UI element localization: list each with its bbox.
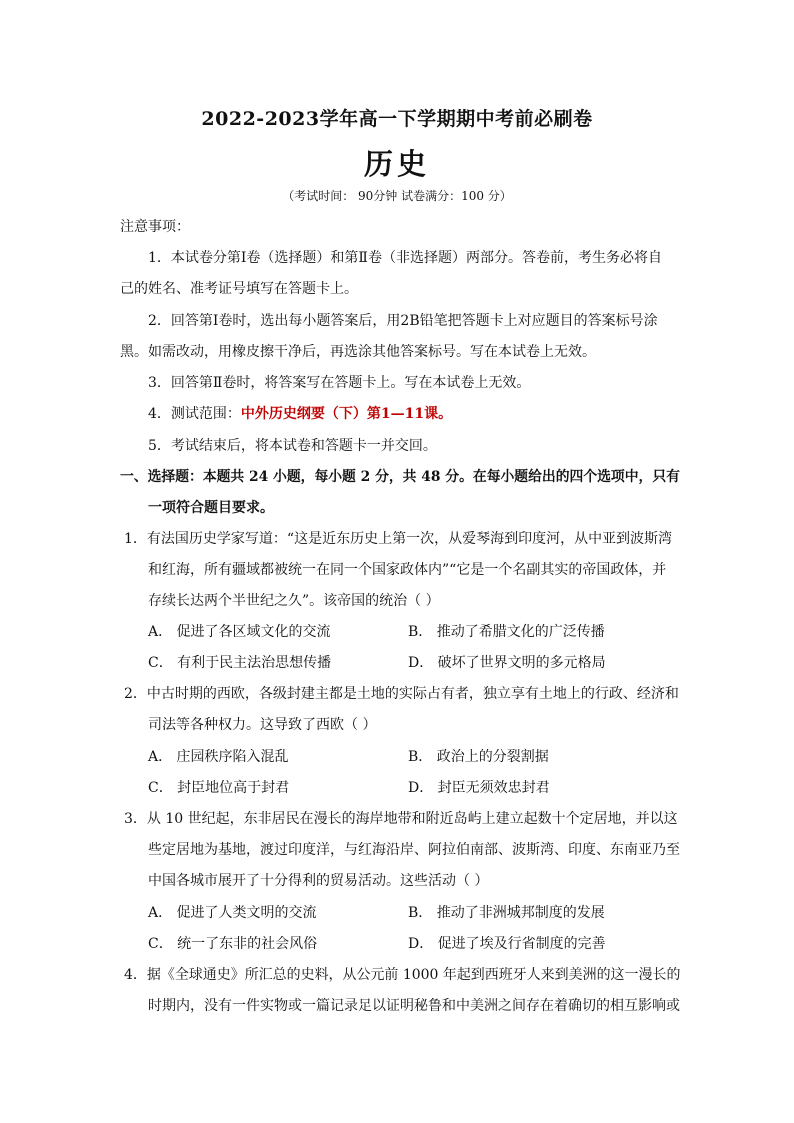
note-3: 3．回答第Ⅱ卷时，将答案写在答题卡上。写在本试卷上无效。	[148, 375, 531, 391]
question-2-line-1: 2．中古时期的西欧，各级封建主都是土地的实际占有者，独立享有土地上的行政、经济和	[124, 686, 679, 702]
question-2-option-d: D． 封臣无须效忠封君	[408, 780, 550, 796]
question-2-line-2: 司法等各种权力。这导致了西欧（ ）	[148, 717, 377, 733]
note-4-label: 4．测试范围：	[148, 406, 241, 422]
section-1-heading-line-2: 一项符合题目要求。	[148, 500, 274, 516]
question-3-option-d: D． 促进了埃及行省制度的完善	[408, 936, 606, 952]
note-1-line-1: 1．本试卷分第Ⅰ卷（选择题）和第Ⅱ卷（非选择题）两部分。答卷前，考生务必将自	[148, 250, 662, 266]
note-4	[148, 405, 452, 423]
section-1-heading-line-1: 一、选择题：本题共 24 小题，每小题 2 分，共 48 分。在每小题给出的四个选项中，只有	[120, 469, 680, 485]
note-5: 5．考试结束后，将本试卷和答题卡一并交回。	[148, 438, 437, 454]
question-2-option-a: A． 庄园秩序陷入混乱	[148, 749, 289, 765]
question-4-line-1: 4．据《全球通史》所汇总的史料，从公元前 1000 年起到西班牙人来到美洲的这一漫长的	[124, 967, 681, 983]
question-3-option-c: C． 统一了东非的社会风俗	[148, 936, 318, 952]
question-1-line-3: 存续长达两个半世纪之久”。该帝国的统治（ ）	[148, 593, 440, 609]
question-1-option-c: C． 有利于民主法治思想传播	[148, 655, 332, 671]
question-1-option-a: A． 促进了各区域文化的交流	[148, 624, 331, 640]
question-3-line-3: 中国各城市展开了十分得利的贸易活动。这些活动（ ）	[148, 873, 489, 889]
question-3-option-a: A． 促进了人类文明的交流	[148, 905, 317, 921]
note-1-line-2: 己的姓名、准考证号填写在答题卡上。	[120, 281, 358, 297]
question-3-option-b: B． 推动了非洲城邦制度的发展	[408, 905, 605, 921]
question-3-line-2: 些定居地为基地，渡过印度洋，与红海沿岸、阿拉伯南部、波斯湾、印度、东南亚乃至	[148, 842, 680, 858]
question-1-option-d: D． 破坏了世界文明的多元格局	[408, 655, 606, 671]
question-1-line-2: 和红海，所有疆域都被统一在同一个国家政体内”“它是一个名副其实的帝国政体，并	[148, 562, 667, 578]
question-2-option-c: C． 封臣地位高于封君	[148, 780, 290, 796]
notes-heading: 注意事项：	[120, 219, 190, 235]
test-range: 中外历史纲要（下）第1—11课。	[240, 406, 453, 422]
question-2-option-b: B． 政治上的分裂割据	[408, 749, 549, 765]
question-1-option-b: B． 推动了希腊文化的广泛传播	[408, 624, 605, 640]
question-4-line-2: 时期内，没有一件实物或一篇记录足以证明秘鲁和中美洲之间存在着确切的相互影响或	[148, 998, 680, 1014]
subject-title: 历史	[363, 147, 430, 181]
note-2-line-2: 黑。如需改动，用橡皮擦干净后，再选涂其他答案标号。写在本试卷上无效。	[120, 344, 596, 360]
question-3-line-1: 3．从 10 世纪起，东非居民在漫长的海岸地带和附近岛屿上建立起数十个定居地，并以这	[124, 811, 678, 827]
question-1-line-1: 1．有法国历史学家写道：“这是近东历史上第一次，从爱琴海到印度河，从中亚到波斯湾	[124, 531, 673, 547]
exam-info: （考试时间： 90分钟 试卷满分：100 分）	[282, 189, 512, 203]
page-title: 2022-2023学年高一下学期期中考前必刷卷	[201, 108, 593, 130]
note-2-line-1: 2．回答第Ⅰ卷时，选出每小题答案后，用2B铅笔把答题卡上对应题目的答案标号涂	[148, 313, 658, 329]
